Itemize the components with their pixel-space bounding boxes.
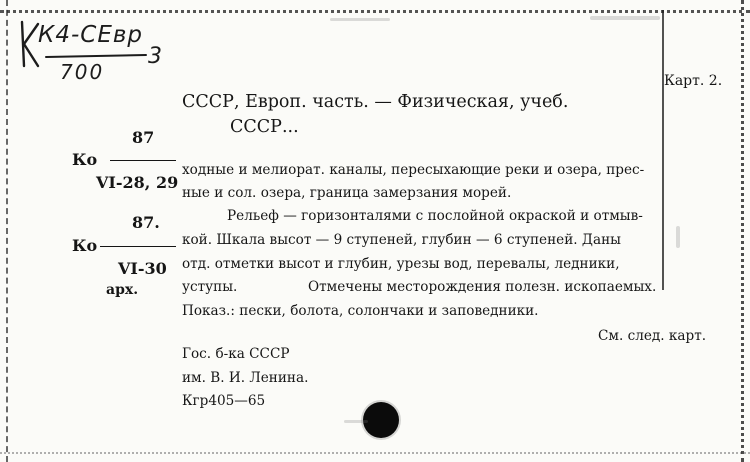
body-line-8 <box>598 330 706 344</box>
shelf-mark-2-divider <box>100 246 176 247</box>
body-line-2 <box>182 187 511 201</box>
card-bottom-border <box>0 452 750 462</box>
handwritten-line-2: 700 <box>60 60 105 84</box>
body-line-3-text: Рельеф — горизонталями с послойной окраской и отмыв- <box>227 208 643 224</box>
handwritten-call-mark <box>8 14 188 94</box>
card-number: Карт. 2. <box>664 73 723 89</box>
body-line-2-text: ные и сол. озера, граница замерзания морей. <box>182 185 512 201</box>
card-right-border <box>741 0 750 462</box>
body-line-7 <box>182 305 539 319</box>
card-punch-hole <box>363 402 399 438</box>
library-stamp-line-2: им. В. И. Ленина. <box>182 370 309 386</box>
scan-smudge <box>344 420 368 423</box>
body-line-8-text: См. след. карт. <box>598 328 707 344</box>
card-left-border <box>0 0 8 462</box>
body-line-4-text: кой. Шкала высот — 9 ступеней, глубин — 6 ступеней. Даны <box>182 232 621 248</box>
shelf-mark-1-bottom: VI-28, 29 <box>96 173 179 192</box>
title-line-2: СССР... <box>230 117 299 137</box>
body-line-5 <box>182 258 620 272</box>
library-stamp-line-3: Кгр405—65 <box>182 393 266 409</box>
scan-smudge <box>590 16 660 20</box>
shelf-mark-2-bottom: VI-30 <box>118 259 167 278</box>
body-line-5-text: отд. отметки высот и глубин, урезы вод, перевалы, ледники, <box>182 256 620 272</box>
body-line-6-text-a: уступы. <box>182 279 238 295</box>
shelf-mark-1-top: 87 <box>132 128 155 147</box>
shelf-mark-1-prefix: Ко <box>72 150 98 169</box>
shelf-mark-2-prefix: Ко <box>72 236 98 255</box>
body-line-1-text: ходные и мелиорат. каналы, пересыхающие реки и озера, прес- <box>182 162 645 178</box>
card-top-border <box>0 0 750 13</box>
title-line-1: СССР, Европ. часть. — Физическая, учеб. <box>182 92 569 112</box>
scan-smudge <box>676 226 680 248</box>
body-line-6-text-b: Отмечены месторождения полезн. ископаемых. <box>308 279 657 295</box>
body-line-1 <box>182 164 644 178</box>
body-line-6 <box>182 281 656 295</box>
scan-smudge <box>330 18 390 21</box>
body-line-3 <box>227 210 643 224</box>
handwritten-line-3: 3 <box>148 44 162 69</box>
body-line-7-text: Показ.: пески, болота, солончаки и заповедники. <box>182 303 539 319</box>
body-line-4 <box>182 234 621 248</box>
handwritten-line-1: К4-СЕвр <box>38 22 144 48</box>
card-vertical-rule <box>662 10 664 290</box>
shelf-mark-1-divider <box>110 160 176 161</box>
shelf-mark-2-top: 87. <box>132 213 160 232</box>
shelf-mark-2-extra: арх. <box>106 282 139 298</box>
library-stamp-line-1: Гос. б-ка СССР <box>182 346 290 362</box>
